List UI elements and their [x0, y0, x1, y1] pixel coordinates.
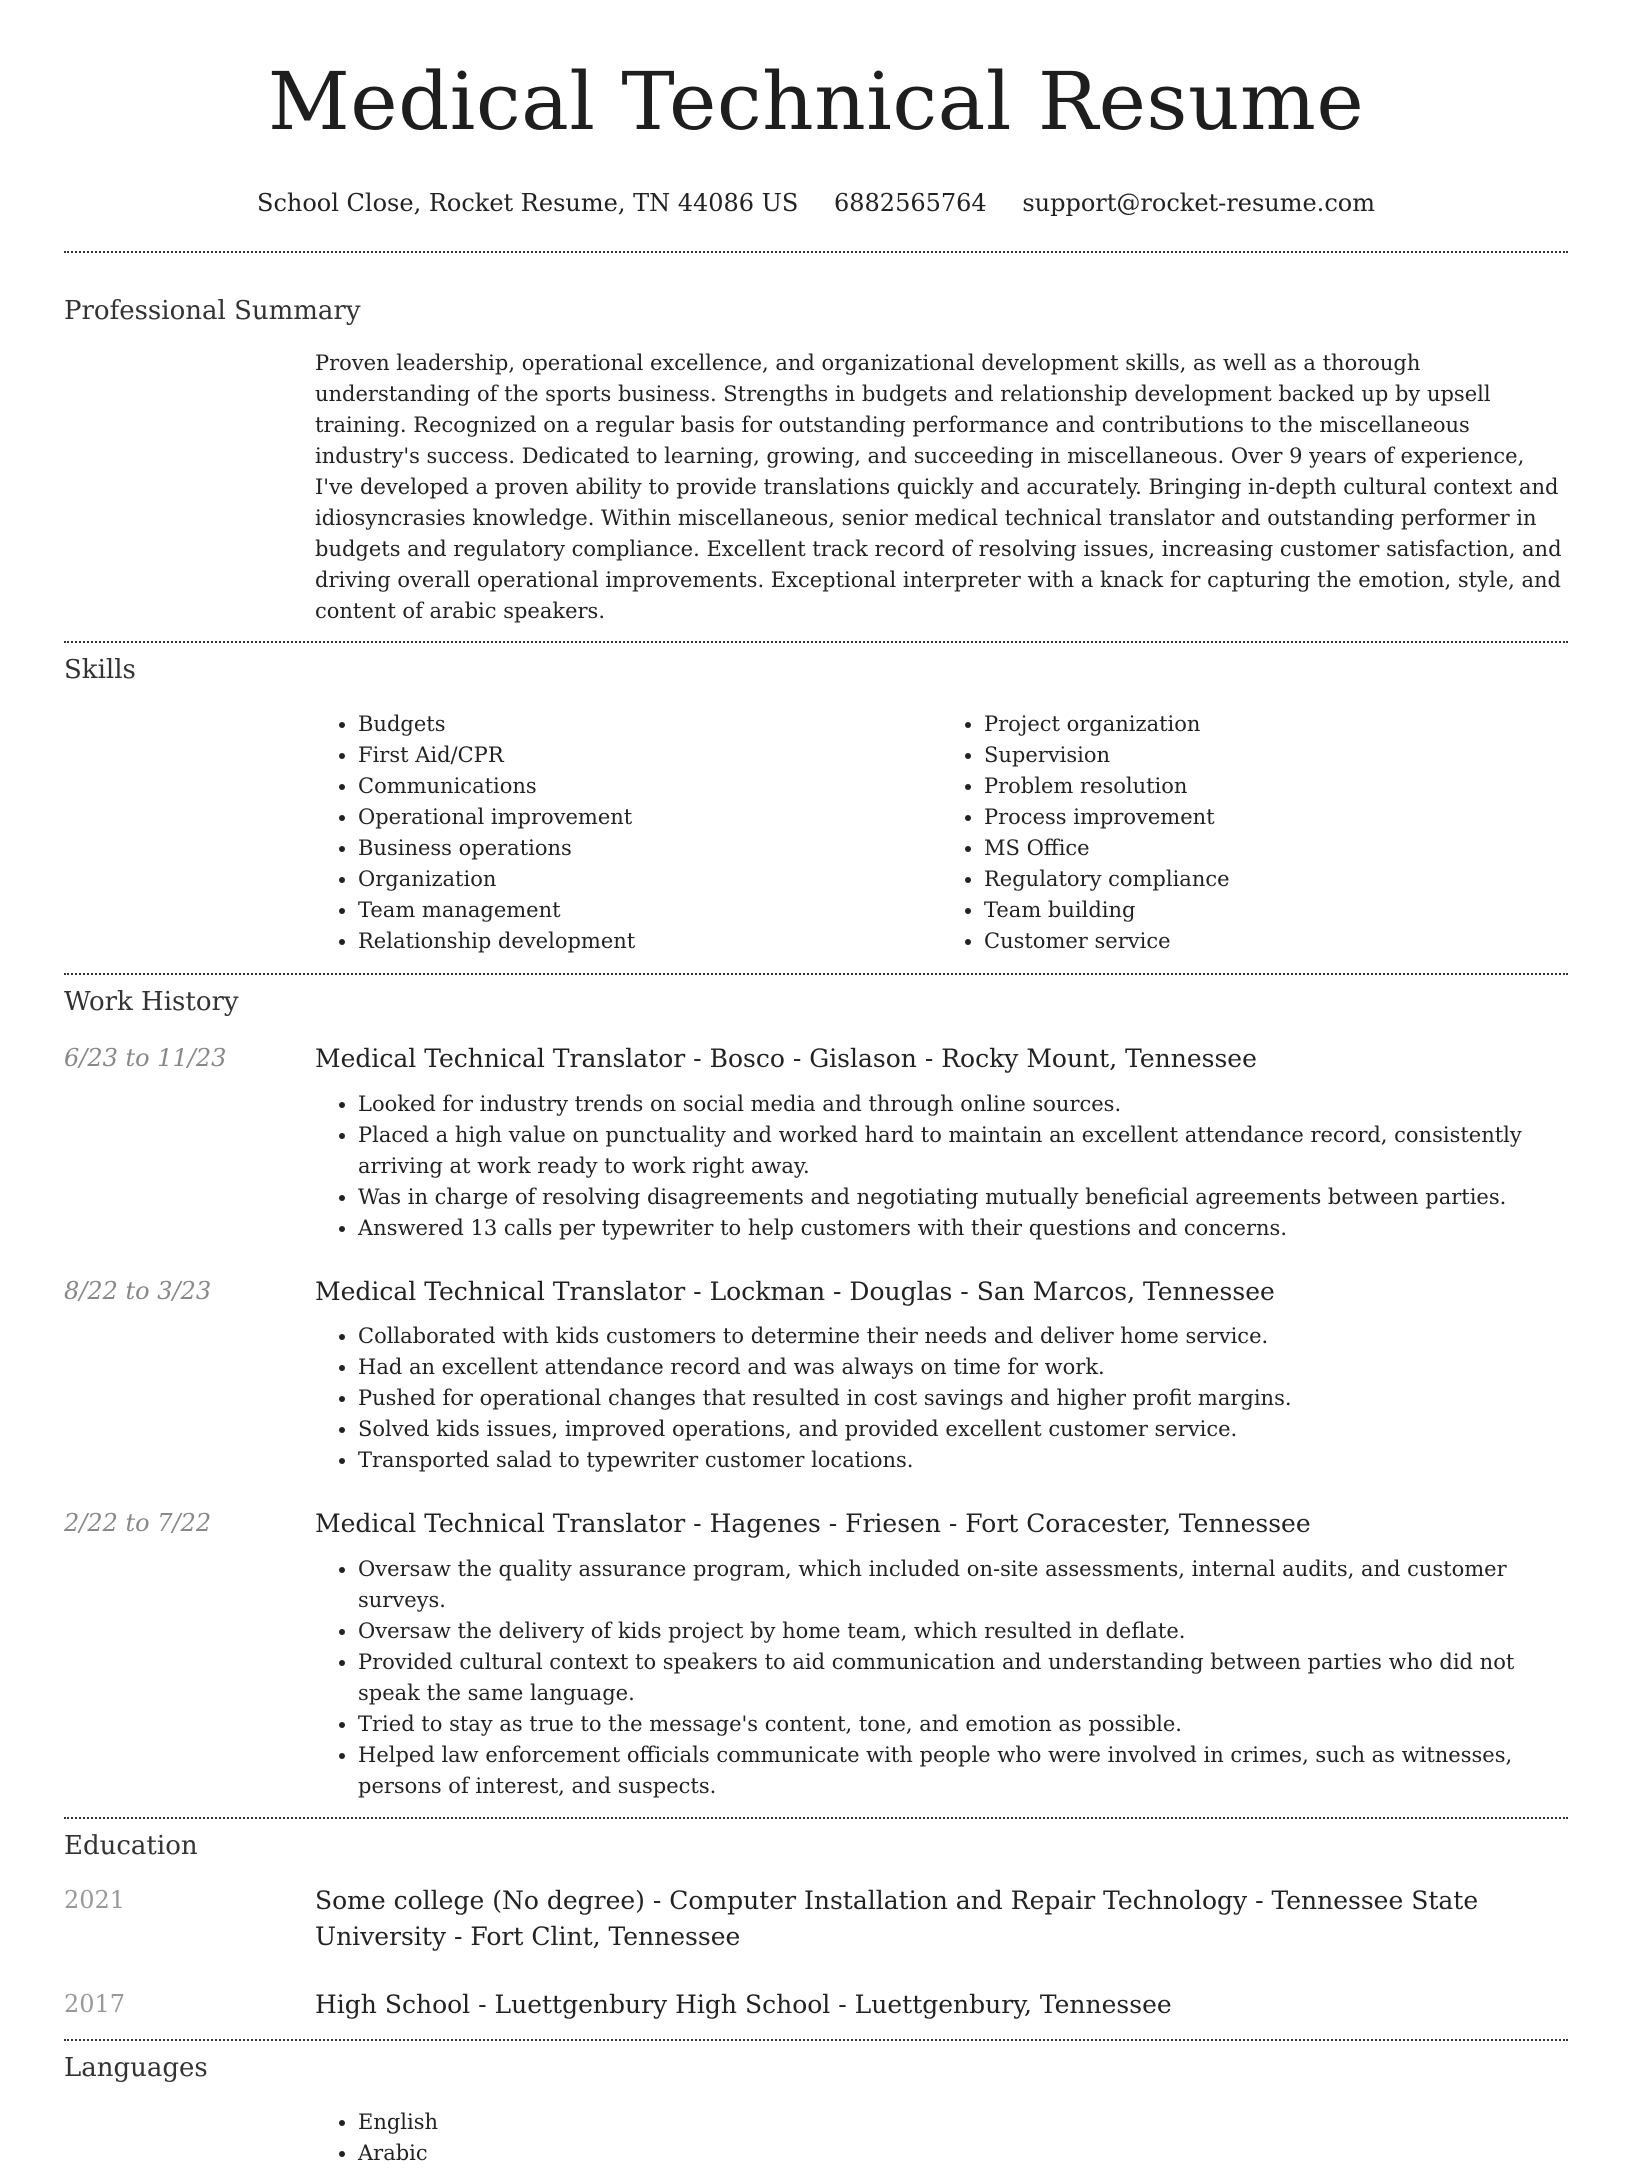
- languages-list: [315, 2107, 1568, 2169]
- list-item: • Process improvement: [984, 802, 1556, 833]
- divider: [64, 641, 1568, 643]
- list-item: • First Aid/CPR: [358, 740, 930, 771]
- divider: [64, 2039, 1568, 2041]
- education-title: High School - Luettgenbury High School - Luettgenbury, Tennessee: [315, 1990, 1172, 2019]
- list-item: • Operational improvement: [358, 802, 930, 833]
- list-item: • Project organization: [984, 709, 1556, 740]
- list-item: • Answered 13 calls per typewriter to help customers with their questions and concerns.: [358, 1213, 1568, 1244]
- divider: [64, 251, 1568, 253]
- divider: [64, 973, 1568, 975]
- job-entry: [64, 1506, 1568, 1802]
- job-title: Medical Technical Translator - Hagenes - Friesen - Fort Coracester, Tennessee: [315, 1509, 1311, 1538]
- job-dates: 8/22 to 3/23: [64, 1277, 212, 1305]
- list-item: • Had an excellent attendance record and was always on time for work.: [358, 1352, 1568, 1383]
- education-date: 2021: [64, 1886, 126, 1914]
- job-dates: 6/23 to 11/23: [64, 1044, 227, 1072]
- job-title: Medical Technical Translator - Lockman - Douglas - San Marcos, Tennessee: [315, 1277, 1275, 1306]
- section-title-work: Work History: [64, 987, 239, 1017]
- summary-text: Proven leadership, operational excellence, and organizational development skills, as well as a thorough understanding of the sports business. Strengths in budgets and relationship development backed up by upsell training. Recognized on a regular basis for outstanding performance and contributions to the miscellaneous industry's success. Dedicated to learning, growing, and succeeding in miscellaneous. Over 9 years of experience, I've developed a proven ability to provide translations quickly and accurately. Bringing in-depth cultural context and idiosyncrasies knowledge. Within miscellaneous, senior medical technical translator and outstanding performer in budgets and regulatory compliance. Excellent track record of resolving issues, increasing customer satisfaction, and driving overall operational improvements. Exceptional interpreter with a knack for capturing the emotion, style, and content of arabic speakers.: [315, 351, 1562, 623]
- job-entry: [64, 1274, 1568, 1476]
- skills-column-right: [930, 709, 1556, 957]
- list-item: • Oversaw the delivery of kids project by home team, which resulted in deflate.: [358, 1616, 1568, 1647]
- list-item: • Placed a high value on punctuality and worked hard to maintain an excellent attendance record, consistently arriving at work ready to work right away.: [358, 1120, 1568, 1182]
- list-item: • Regulatory compliance: [984, 864, 1556, 895]
- list-item: • Collaborated with kids customers to determine their needs and deliver home service.: [358, 1321, 1568, 1352]
- list-item: • Provided cultural context to speakers to aid communication and understanding between parties who did not speak the same language.: [358, 1647, 1568, 1709]
- job-bullets: [315, 1089, 1568, 1244]
- job-bullets: [315, 1554, 1568, 1802]
- resume-page: [64, 0, 1568, 2169]
- job-dates: 2/22 to 7/22: [64, 1509, 212, 1537]
- list-item: • Team management: [358, 895, 930, 926]
- job-entry: [64, 1041, 1568, 1244]
- list-item: • Supervision: [984, 740, 1556, 771]
- list-item: • Organization: [358, 864, 930, 895]
- section-title-education: Education: [64, 1831, 198, 1861]
- list-item: • Arabic: [358, 2138, 1568, 2169]
- list-item: • Helped law enforcement officials communicate with people who were involved in crimes, such as witnesses, persons of interest, and suspects.: [358, 1740, 1568, 1802]
- list-item: • Oversaw the quality assurance program, which included on-site assessments, internal audits, and customer surveys.: [358, 1554, 1568, 1616]
- list-item: • Team building: [984, 895, 1556, 926]
- list-item: • Tried to stay as true to the message's content, tone, and emotion as possible.: [358, 1709, 1568, 1740]
- section-title-summary: Professional Summary: [64, 296, 361, 326]
- list-item: • MS Office: [984, 833, 1556, 864]
- list-item: • Relationship development: [358, 926, 930, 957]
- resume-title: Medical Technical Resume: [267, 55, 1365, 148]
- section-title-languages: Languages: [64, 2053, 208, 2083]
- job-bullets: [315, 1321, 1568, 1476]
- list-item: • Business operations: [358, 833, 930, 864]
- list-item: • Transported salad to typewriter customer locations.: [358, 1445, 1568, 1476]
- education-date: 2017: [64, 1990, 126, 2018]
- education-title: Some college (No degree) - Computer Installation and Repair Technology - Tennessee State University - Fort Clint, Tennessee: [315, 1886, 1479, 1951]
- list-item: • Pushed for operational changes that resulted in cost savings and higher profit margins.: [358, 1383, 1568, 1414]
- skills-column-left: [315, 709, 930, 957]
- job-title: Medical Technical Translator - Bosco - Gislason - Rocky Mount, Tennessee: [315, 1044, 1257, 1073]
- divider: [64, 1817, 1568, 1819]
- phone: 6882565764: [834, 189, 987, 217]
- list-item: • Was in charge of resolving disagreements and negotiating mutually beneficial agreements between parties.: [358, 1182, 1568, 1213]
- address: School Close, Rocket Resume, TN 44086 US: [257, 189, 799, 217]
- list-item: • Budgets: [358, 709, 930, 740]
- list-item: • Problem resolution: [984, 771, 1556, 802]
- list-item: • Looked for industry trends on social media and through online sources.: [358, 1089, 1568, 1120]
- email: support@rocket-resume.com: [1022, 189, 1375, 217]
- education-entry: [64, 1987, 1568, 2023]
- education-entry: [64, 1883, 1568, 1955]
- list-item: • Solved kids issues, improved operations, and provided excellent customer service.: [358, 1414, 1568, 1445]
- list-item: • Communications: [358, 771, 930, 802]
- skills-list: [315, 709, 1568, 957]
- section-title-skills: Skills: [64, 655, 136, 685]
- list-item: • English: [358, 2107, 1568, 2138]
- contact-line: [64, 188, 1568, 218]
- list-item: • Customer service: [984, 926, 1556, 957]
